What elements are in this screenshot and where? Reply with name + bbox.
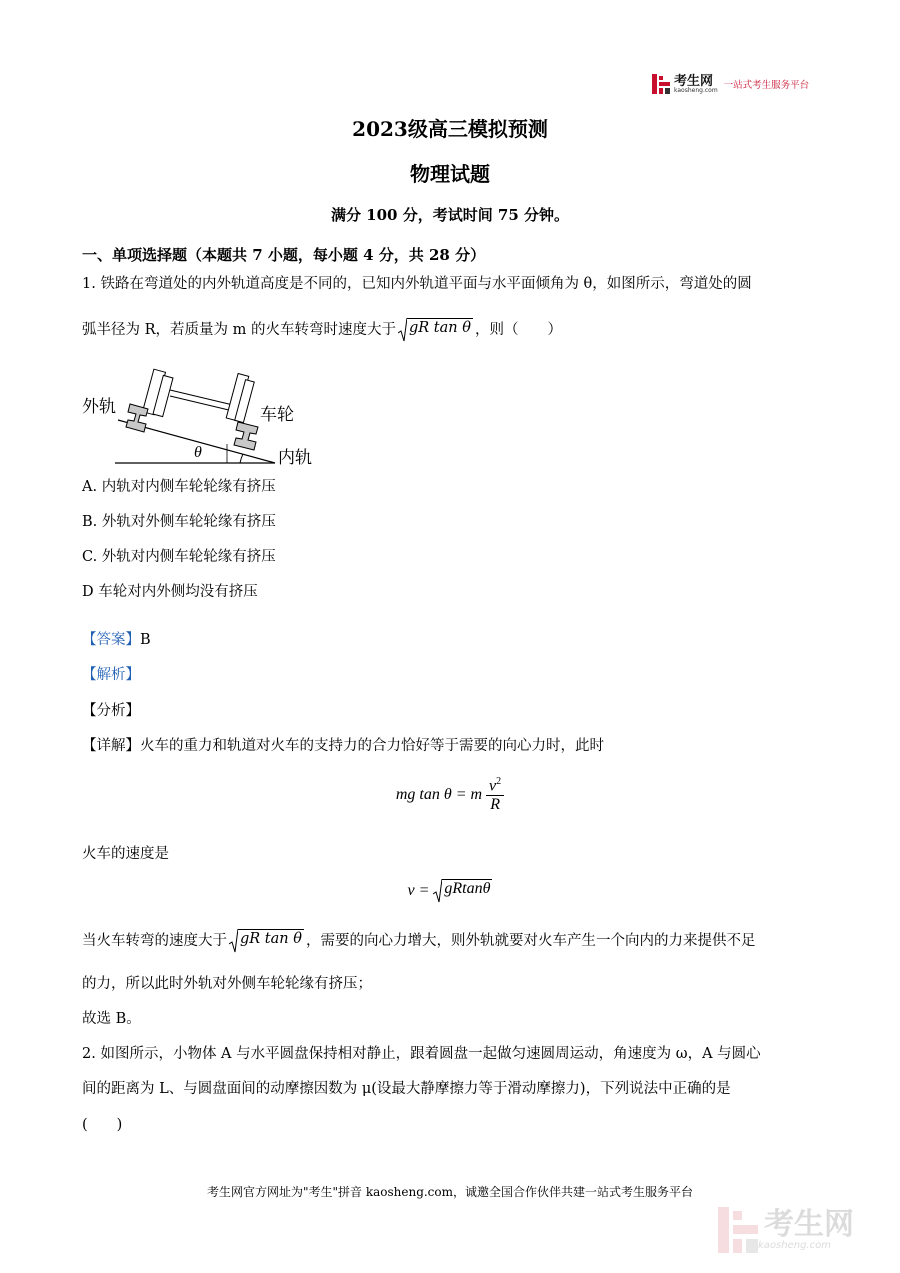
q1-line1: 1. 铁路在弯道处的内外轨道高度是不同的，已知内外轨道平面与水平面倾角为 θ，如图所示，弯道处的圆: [82, 276, 752, 292]
kaosheng-logo-icon: [652, 74, 670, 94]
option-c: C. 外轨对内侧车轮轮缘有挤压: [82, 549, 276, 565]
eq1-den: R: [490, 796, 500, 814]
eq1-num: v: [489, 777, 497, 795]
q2-line2: 间的距离为 L、与圆盘面间的动摩擦因数为 μ(设最大静摩擦力等于滑动摩擦力)，下列说法中正确的是: [82, 1081, 731, 1097]
equation-2: [0, 879, 900, 903]
q1-line2: [82, 318, 822, 342]
logo-url: kaosheng.com: [674, 86, 718, 94]
eq1-numerator: [486, 776, 504, 796]
label-wheel: 车轮: [260, 405, 294, 425]
eq2-radicand: gRtanθ: [442, 879, 492, 903]
q1-line2-suffix: ，则（ ）: [474, 321, 562, 338]
q2-line3: ( ): [82, 1117, 123, 1133]
fenxi-label: 【分析】: [82, 703, 140, 719]
answer-value: B: [140, 632, 151, 648]
eq1-left: mg tan θ = m: [395, 786, 483, 804]
analysis-label: 【解析】: [82, 667, 140, 683]
header-logo: [652, 72, 822, 96]
detail-text: 火车的重力和轨道对火车的支持力的合力恰好等于需要的向心力时，此时: [140, 738, 604, 754]
watermark-url: kaosheng.com: [758, 1239, 831, 1251]
logo-tagline: 一站式考生服务平台: [723, 80, 810, 91]
conclusion: 故选 B。: [82, 1011, 141, 1027]
exam-info: 满分 100 分，考试时间 75 分钟。: [330, 206, 570, 224]
eq2-left: v =: [407, 882, 434, 899]
option-a: A. 内轨对内侧车轮轮缘有挤压: [82, 479, 276, 495]
logo-name: 考生网: [674, 73, 714, 89]
q2-line1: 2. 如图所示，小物体 A 与水平圆盘保持相对静止，跟着圆盘一起做匀速圆周运动，角速度为 ω，A 与圆心: [82, 1046, 761, 1062]
footer-text: 考生网官方网址为"考生"拼音 kaosheng.com，诚邀全国合作伙伴共建一站式考生服务平台: [206, 1185, 694, 1199]
eq1-fraction: [486, 776, 504, 814]
explain-sqrt: [229, 929, 304, 953]
option-b: B. 外轨对外侧车轮轮缘有挤压: [82, 514, 276, 530]
eq1-sup: 2: [496, 776, 502, 787]
label-inner-rail: 内轨: [278, 448, 312, 468]
watermark-text: 考生网: [764, 1206, 854, 1242]
answer-label: 【答案】: [82, 632, 140, 648]
detail-line: [82, 737, 822, 756]
q1-line2-text: 弧半径为 R，若质量为 m 的火车转弯时速度大于: [82, 321, 396, 338]
eq2-sqrt: [433, 879, 492, 903]
speed-text: 火车的速度是: [82, 846, 169, 862]
explain-text-a: 当火车转弯的速度大于: [82, 932, 227, 949]
subject-title: 物理试题: [410, 162, 490, 186]
sqrt-expression: [398, 318, 473, 342]
explain-radicand: gR tan θ: [238, 929, 304, 953]
explain-text-b: ，需要的向心力增大，则外轨就要对火车产生一个向内的力来提供不足: [305, 932, 756, 949]
rail-figure: [80, 362, 330, 468]
answer-line: [82, 631, 822, 650]
watermark: [718, 1200, 898, 1260]
option-d: D 车轮对内外侧均没有挤压: [82, 584, 258, 600]
label-outer-rail: 外轨: [82, 397, 116, 417]
exam-title: 2023级高三模拟预测: [352, 117, 548, 141]
label-theta: θ: [194, 444, 202, 461]
detail-label: 【详解】: [82, 738, 140, 754]
explain-line1: [82, 929, 822, 953]
equation-1: [0, 776, 900, 814]
sqrt-radicand: gR tan θ: [407, 318, 473, 342]
watermark-logo-icon: [718, 1207, 758, 1253]
explain-line2: 的力，所以此时外轨对外侧车轮轮缘有挤压；: [82, 976, 372, 992]
section-heading: 一、单项选择题（本题共 7 小题，每小题 4 分，共 28 分）: [82, 246, 486, 264]
